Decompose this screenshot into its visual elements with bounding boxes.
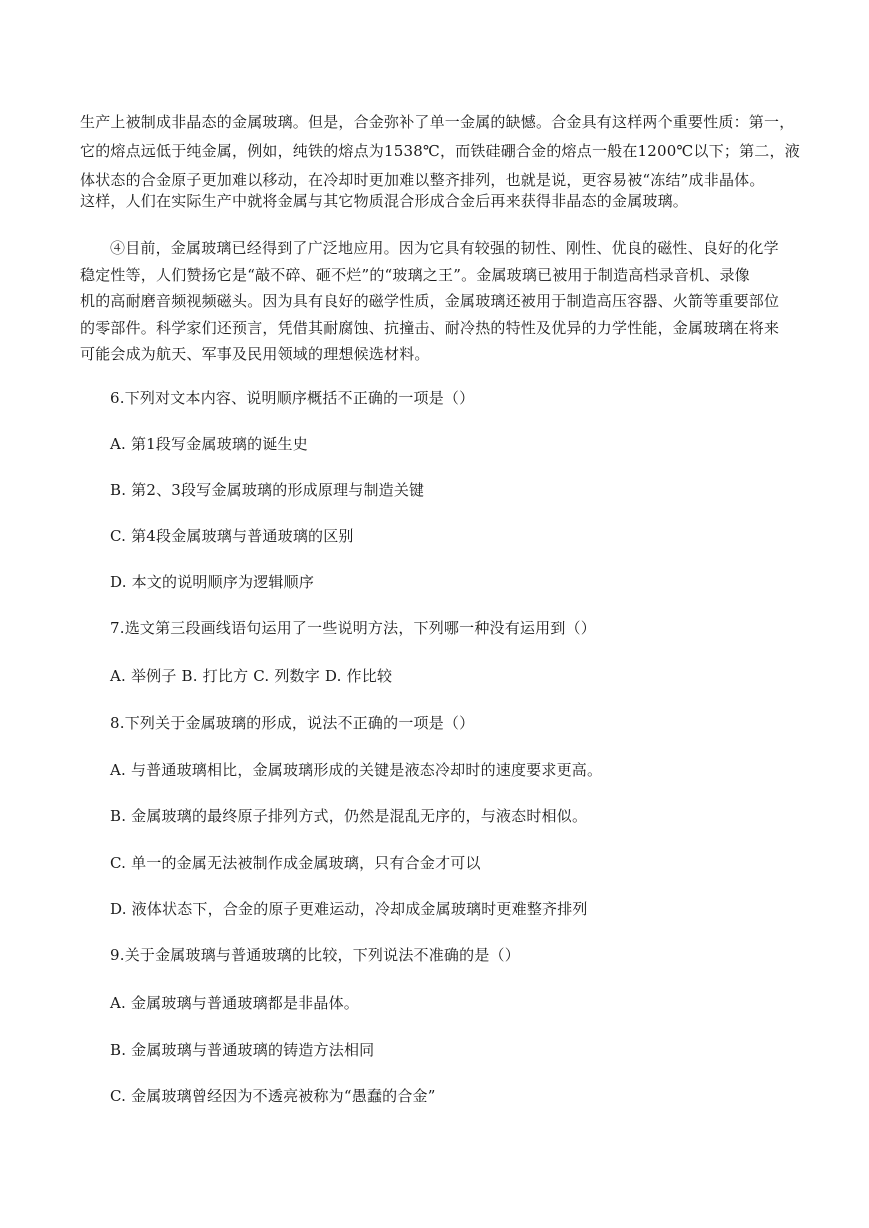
answer-option: D. 本文的说明顺序为逻辑顺序 — [110, 573, 315, 591]
paragraph-line: 可能会成为航天、军事及民用领域的理想候选材料。 — [80, 345, 430, 363]
answer-option: A. 举例子 B. 打比方 C. 列数字 D. 作比较 — [110, 667, 393, 685]
answer-option: A. 第1段写金属玻璃的诞生史 — [110, 435, 308, 453]
paragraph-line: 的零部件。科学家们还预言，凭借其耐腐蚀、抗撞击、耐冷热的特性及优异的力学性能，金属玻璃在将来 — [80, 319, 780, 337]
question-stem: 8.下列关于金属玻璃的形成，说法不正确的一项是（） — [110, 714, 475, 732]
paragraph-line: 这样，人们在实际生产中就将金属与其它物质混合形成合金后再来获得非晶态的金属玻璃。 — [80, 192, 689, 210]
paragraph-line: 体状态的合金原子更加难以移动，在冷却时更加难以整齐排列，也就是说，更容易被“冻结”成非晶体。 — [80, 171, 765, 189]
answer-option: B. 第2、3段写金属玻璃的形成原理与制造关键 — [110, 481, 425, 499]
question-stem: 7.选文第三段画线语句运用了一些说明方法，下列哪一种没有运用到（） — [110, 619, 596, 637]
paragraph-line: 机的高耐磨音频视频磁头。因为具有良好的磁学性质，金属玻璃还被用于制造高压容器、火箭等重要部位 — [80, 292, 780, 310]
question-stem: 6.下列对文本内容、说明顺序概括不正确的一项是（） — [110, 389, 475, 407]
answer-option: B. 金属玻璃与普通玻璃的铸造方法相同 — [110, 1041, 375, 1059]
answer-option: D. 液体状态下，合金的原子更难运动，冷却成金属玻璃时更难整齐排列 — [110, 900, 588, 918]
question-stem: 9.关于金属玻璃与普通玻璃的比较，下列说法不准确的是（） — [110, 946, 520, 964]
answer-option: C. 单一的金属无法被制作成金属玻璃，只有合金才可以 — [110, 854, 481, 872]
answer-option: B. 金属玻璃的最终原子排列方式，仍然是混乱无序的，与液态时相似。 — [110, 807, 588, 825]
answer-option: C. 金属玻璃曾经因为不透亮被称为“愚蠢的合金” — [110, 1087, 436, 1105]
answer-option: A. 与普通玻璃相比，金属玻璃形成的关键是液态冷却时的速度要求更高。 — [110, 761, 603, 779]
paragraph-line: 稳定性等，人们赞扬它是“敲不碎、砸不烂”的“玻璃之王”。金属玻璃已被用于制造高档录音机、录像 — [80, 266, 750, 284]
paragraph-line: 它的熔点远低于纯金属，例如，纯铁的熔点为1538℃，而铁硅硼合金的熔点一般在1200℃以下；第二，液 — [80, 142, 800, 160]
answer-option: C. 第4段金属玻璃与普通玻璃的区别 — [110, 527, 354, 545]
paragraph-line: 生产上被制成非晶态的金属玻璃。但是，合金弥补了单一金属的缺憾。合金具有这样两个重要性质：第一， — [80, 113, 795, 131]
answer-option: A. 金属玻璃与普通玻璃都是非晶体。 — [110, 994, 359, 1012]
paragraph-line: ④目前，金属玻璃已经得到了广泛地应用。因为它具有较强的韧性、刚性、优良的磁性、良好的化学 — [110, 239, 779, 257]
